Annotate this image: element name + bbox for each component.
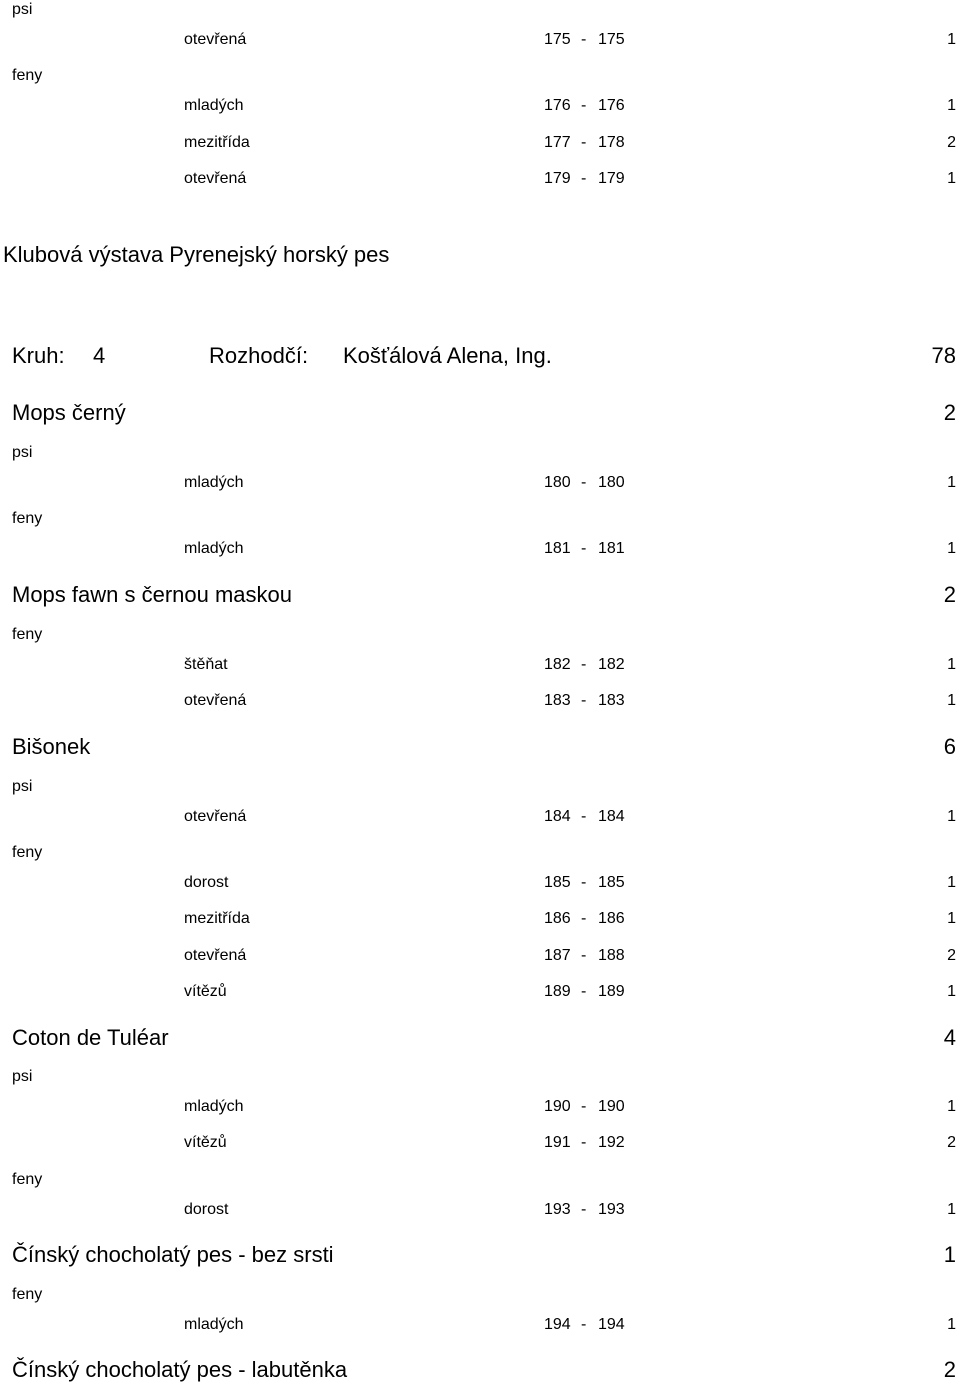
judge-label: Rozhodčí:: [209, 343, 309, 368]
sex-label: feny: [12, 510, 43, 527]
number-to: 184: [598, 808, 625, 825]
class-count: 1: [947, 1098, 956, 1115]
sex-label: psi: [12, 778, 33, 795]
number-from: 184: [544, 808, 571, 825]
range-dash: -: [581, 1098, 587, 1115]
range-dash: -: [581, 983, 587, 1000]
number-to: 186: [598, 910, 625, 927]
number-from: 175: [544, 31, 571, 48]
class-name: vítězů: [184, 983, 227, 1000]
number-from: 185: [544, 874, 571, 891]
range-dash: -: [581, 874, 587, 891]
range-dash: -: [581, 656, 587, 673]
number-from: 179: [544, 170, 571, 187]
number-from: 187: [544, 947, 571, 964]
number-to: 182: [598, 656, 625, 673]
class-count: 1: [947, 540, 956, 557]
breed-count: 2: [943, 400, 956, 425]
class-name: štěňat: [184, 656, 228, 673]
judge-name: Košťálová Alena, Ing.: [343, 343, 552, 368]
class-name: otevřená: [184, 31, 247, 48]
ring-total: 78: [931, 343, 956, 368]
sex-label: feny: [12, 1171, 43, 1188]
range-dash: -: [581, 1316, 587, 1333]
number-to: 181: [598, 540, 625, 557]
sex-label: psi: [12, 1068, 33, 1085]
class-count: 1: [947, 808, 956, 825]
number-from: 190: [544, 1098, 571, 1115]
class-name: mladých: [184, 1098, 244, 1115]
class-count: 1: [947, 692, 956, 709]
class-name: dorost: [184, 1201, 229, 1218]
number-to: 190: [598, 1098, 625, 1115]
breed-name: Bišonek: [12, 734, 91, 759]
number-to: 179: [598, 170, 625, 187]
ring-number: 4: [93, 343, 106, 368]
class-name: otevřená: [184, 947, 247, 964]
number-to: 180: [598, 474, 625, 491]
number-to: 176: [598, 97, 625, 114]
number-to: 178: [598, 134, 625, 151]
number-from: 191: [544, 1134, 571, 1151]
number-to: 175: [598, 31, 625, 48]
number-to: 192: [598, 1134, 625, 1151]
number-from: 177: [544, 134, 571, 151]
class-name: mladých: [184, 474, 244, 491]
class-name: otevřená: [184, 170, 247, 187]
breed-count: 6: [943, 734, 956, 759]
ring-label: Kruh:: [12, 343, 65, 368]
range-dash: -: [581, 540, 587, 557]
breed-count: 2: [943, 1357, 956, 1382]
class-count: 2: [947, 134, 956, 151]
breed-count: 4: [943, 1025, 956, 1050]
breed-name: Coton de Tuléar: [12, 1025, 169, 1050]
breed-count: 2: [943, 582, 956, 607]
range-dash: -: [581, 474, 587, 491]
number-from: 189: [544, 983, 571, 1000]
number-from: 181: [544, 540, 571, 557]
number-from: 176: [544, 97, 571, 114]
class-count: 1: [947, 874, 956, 891]
range-dash: -: [581, 134, 587, 151]
number-to: 188: [598, 947, 625, 964]
class-count: 2: [947, 1134, 956, 1151]
sex-label: feny: [12, 67, 43, 84]
range-dash: -: [581, 910, 587, 927]
class-count: 1: [947, 656, 956, 673]
range-dash: -: [581, 808, 587, 825]
breed-name: Čínský chocholatý pes - bez srsti: [12, 1242, 334, 1267]
range-dash: -: [581, 1134, 587, 1151]
class-count: 1: [947, 910, 956, 927]
sex-label: feny: [12, 844, 43, 861]
breed-name: Mops černý: [12, 400, 126, 425]
number-from: 194: [544, 1316, 571, 1333]
number-to: 189: [598, 983, 625, 1000]
show-title: Klubová výstava Pyrenejský horský pes: [3, 242, 390, 267]
ring-header: [0, 343, 960, 373]
number-from: 186: [544, 910, 571, 927]
range-dash: -: [581, 1201, 587, 1218]
number-to: 183: [598, 692, 625, 709]
range-dash: -: [581, 947, 587, 964]
breed-count: 1: [943, 1242, 956, 1267]
class-count: 1: [947, 1316, 956, 1333]
sex-label: psi: [12, 444, 33, 461]
number-from: 182: [544, 656, 571, 673]
range-dash: -: [581, 31, 587, 48]
class-count: 2: [947, 947, 956, 964]
class-name: otevřená: [184, 692, 247, 709]
class-name: mezitřída: [184, 910, 250, 927]
class-count: 1: [947, 474, 956, 491]
sex-label: psi: [12, 1, 33, 18]
class-name: mladých: [184, 540, 244, 557]
class-count: 1: [947, 1201, 956, 1218]
class-count: 1: [947, 983, 956, 1000]
class-name: mladých: [184, 97, 244, 114]
class-count: 1: [947, 97, 956, 114]
range-dash: -: [581, 97, 587, 114]
class-name: vítězů: [184, 1134, 227, 1151]
breed-name: Mops fawn s černou maskou: [12, 582, 293, 607]
class-name: mezitřída: [184, 134, 250, 151]
class-name: otevřená: [184, 808, 247, 825]
number-to: 193: [598, 1201, 625, 1218]
breed-name: Čínský chocholatý pes - labutěnka: [12, 1357, 348, 1382]
number-to: 194: [598, 1316, 625, 1333]
sex-label: feny: [12, 1286, 43, 1303]
sex-label: feny: [12, 626, 43, 643]
number-to: 185: [598, 874, 625, 891]
number-from: 183: [544, 692, 571, 709]
number-from: 180: [544, 474, 571, 491]
class-count: 1: [947, 31, 956, 48]
class-count: 1: [947, 170, 956, 187]
class-name: dorost: [184, 874, 229, 891]
class-name: mladých: [184, 1316, 244, 1333]
number-from: 193: [544, 1201, 571, 1218]
range-dash: -: [581, 170, 587, 187]
range-dash: -: [581, 692, 587, 709]
